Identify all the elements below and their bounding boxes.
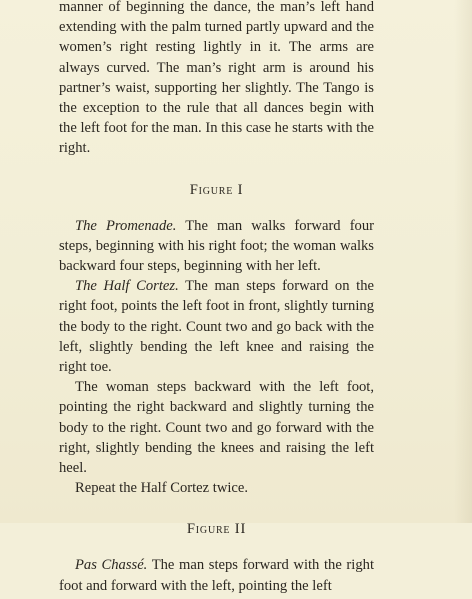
promenade-paragraph — [59, 216, 374, 277]
pas-chasse-text: The man steps forward with the right foot and forward with the left, pointing the left — [59, 557, 374, 594]
pas-chasse-lead: Pas Chassé. — [75, 557, 148, 574]
promenade-lead: The Promenade. — [75, 217, 177, 234]
promenade-text: The man walks forward four steps, beginning with his right foot; the woman walks backward four steps, beginning with her left. — [59, 217, 375, 275]
pas-chasse-paragraph — [59, 555, 374, 595]
figure-2-heading: Figure II — [186, 521, 247, 538]
opening-paragraph: manner of beginning the dance, the man’s left hand extending with the palm turned partly upward and the women’s right resting lightly in it. The arms are always curved. The man’s right arm is around his partner’s waist, supporting her slightly. The Tango is the exception to the rule that all dances begin with the left foot for the man. In this case he starts with the right. — [59, 0, 374, 157]
woman-steps-paragraph: The woman steps backward with the left foot, pointing the right backward and slightly turning the body to the right. Count two and go forward with the right, slightly bending the knees and raising the left heel. — [59, 379, 374, 477]
half-cortez-text: The man steps forward on the right foot, points the left foot in front, slightly turning the body to the right. Count two and go back with the left, slightly bending the left knee and raising the right toe. — [59, 278, 374, 376]
repeat-paragraph: Repeat the Half Cortez twice. — [75, 480, 249, 497]
half-cortez-lead: The Half Cortez. — [75, 278, 179, 295]
half-cortez-paragraph — [59, 276, 374, 377]
figure-1-heading: Figure I — [189, 181, 244, 198]
